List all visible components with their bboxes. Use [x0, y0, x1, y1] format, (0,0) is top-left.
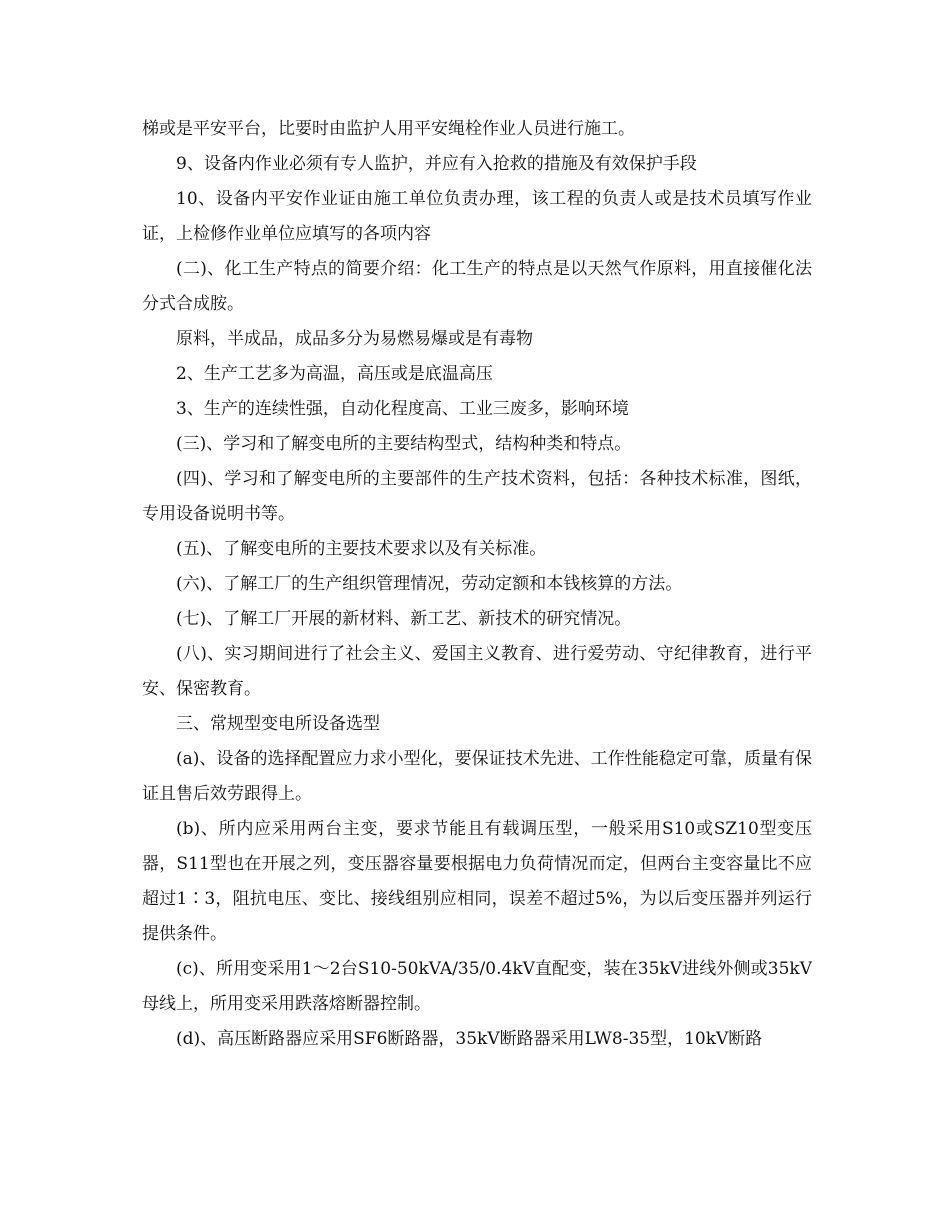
paragraph-item-b: (b)、所内应采用两台主变，要求节能且有载调压型，一般采用S10或SZ10型变压器，S11型也在开展之列，变压器容量要根据电力负荷情况而定，但两台主变容量比不应超过1∶3，阻抗电压、变比、接线组别应相同，误差不超过5%，为以后变压器并列运行提供条件。 [142, 819, 812, 944]
paragraph-continuation: 梯或是平安平台，比要时由监护人用平安绳栓作业人员进行施工。 [142, 119, 635, 139]
paragraph-section-4: (四)、学习和了解变电所的主要部件的生产技术资料，包括：各种技术标准，图纸，专用设备说明书等。 [142, 469, 812, 524]
paragraph-item-3: 3、生产的连续性强，自动化程度高、工业三废多，影响环境 [176, 399, 629, 419]
paragraph-section-5: (五)、了解变电所的主要技术要求以及有关标准。 [176, 539, 547, 559]
paragraph-item-9: 9、设备内作业必须有专人监护，并应有入抢救的措施及有效保护手段 [176, 154, 697, 174]
paragraph-item-d: (d)、高压断路器应采用SF6断路器，35kV断路器采用LW8-35型，10kV断路 [176, 1029, 763, 1049]
paragraph-item-c: (c)、所用变采用1～2台S10-50kVA/35/0.4kV直配变，装在35kV进线外侧或35kV母线上，所用变采用跌落熔断器控制。 [142, 959, 812, 1014]
paragraph-section-8: (八)、实习期间进行了社会主义、爱国主义教育、进行爱劳动、守纪律教育，进行平安、保密教育。 [142, 644, 812, 699]
paragraph-section-7: (七)、了解工厂开展的新材料、新工艺、新技术的研究情况。 [176, 609, 632, 629]
paragraph-raw-materials: 原料，半成品，成品多分为易燃易爆或是有毒物 [176, 329, 533, 349]
paragraph-section-3: (三)、学习和了解变电所的主要结构型式，结构种类和特点。 [176, 434, 632, 454]
paragraph-item-10: 10、设备内平安作业证由施工单位负责办理，该工程的负责人或是技术员填写作业证，上检修作业单位应填写的各项内容 [142, 189, 812, 244]
paragraph-section-2: (二)、化工生产特点的简要介绍：化工生产的特点是以天然气作原料，用直接催化法分式合成胺。 [142, 259, 812, 314]
paragraph-item-a: (a)、设备的选择配置应力求小型化，要保证技术先进、工作性能稳定可靠，质量有保证且售后效劳跟得上。 [142, 749, 812, 804]
document-body [142, 112, 812, 1057]
section-heading-3: 三、常规型变电所设备选型 [176, 714, 380, 734]
paragraph-item-2: 2、生产工艺多为高温，高压或是底温高压 [176, 364, 493, 384]
paragraph-section-6: (六)、了解工厂的生产组织管理情况，劳动定额和本钱核算的方法。 [176, 574, 683, 594]
